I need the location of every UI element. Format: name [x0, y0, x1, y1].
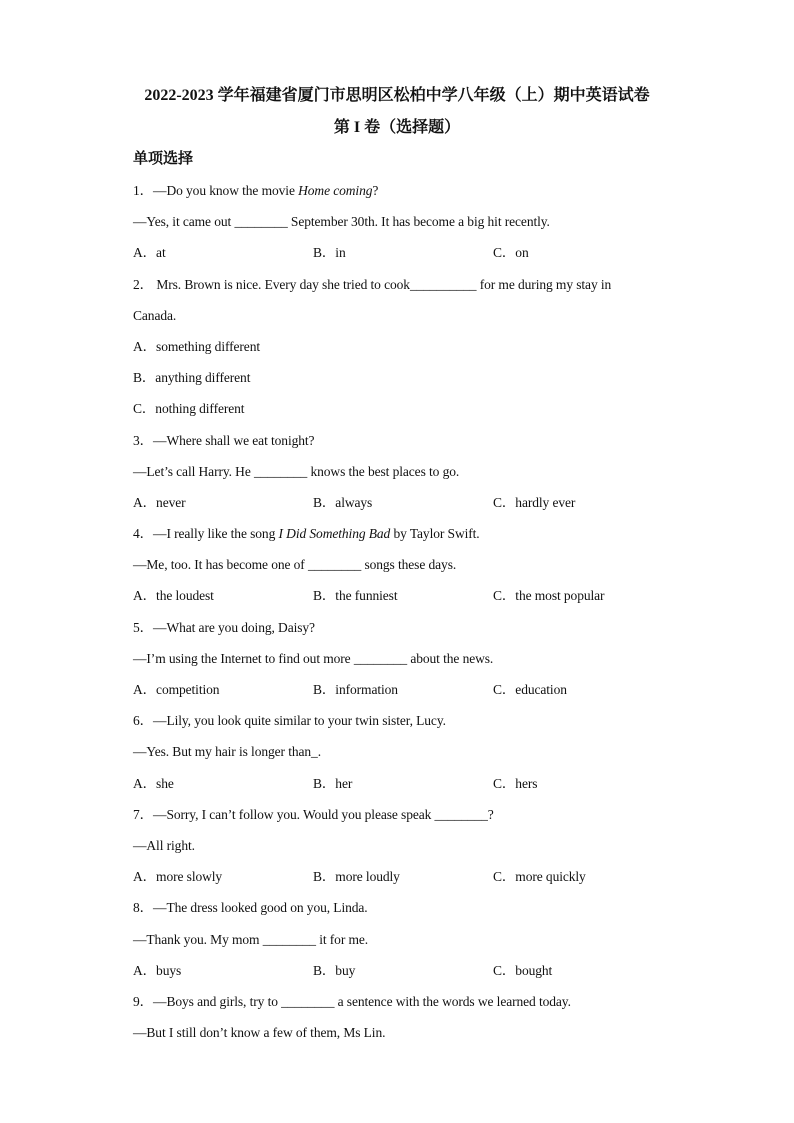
option-a: A．something different: [133, 338, 261, 354]
option-b: B．buy: [313, 962, 356, 978]
options-row: [133, 866, 673, 897]
question-1: [133, 180, 673, 274]
options-row: [133, 773, 673, 804]
italic-title: I Did Something Bad: [278, 526, 391, 542]
option-b: B．information: [313, 682, 398, 697]
question-text: —I’m using the Internet to find out more ________ about the news.: [133, 650, 494, 666]
section-heading: 单项选择: [133, 151, 194, 167]
option-a: A．buys: [133, 962, 182, 978]
option-a: A．never: [133, 494, 186, 510]
question-stem: [133, 991, 673, 1022]
question-text: —But I still don’t know a few of them, Ms Lin.: [133, 1025, 386, 1041]
question-dialogue-line: [133, 461, 673, 492]
question-stem: [133, 804, 673, 835]
question-2: [133, 274, 673, 430]
question-text: 3．—Where shall we eat tonight?: [133, 432, 315, 448]
option-c: C．more quickly: [493, 869, 586, 885]
option-a: A．the loudest: [133, 588, 214, 604]
question-stem: [133, 617, 673, 648]
option-c: C．nothing different: [133, 401, 245, 417]
options-row: [133, 960, 673, 991]
question-text: 2． Mrs. Brown is nice. Every day she tried to cook__________ for me during my stay in: [133, 276, 612, 292]
question-list: [133, 180, 673, 1053]
italic-title: Home coming: [298, 183, 373, 198]
options-row: [133, 585, 673, 616]
question-7: [133, 804, 673, 898]
options-row: [133, 242, 673, 273]
page-subtitle: 第 I 卷（选择题）: [333, 119, 461, 136]
option-c: C．education: [493, 682, 567, 697]
question-9: [133, 991, 673, 1053]
question-dialogue-line: [133, 929, 673, 960]
option-b: B．always: [313, 494, 373, 510]
question-text: 7．—Sorry, I can’t follow you. Would you please speak ________?: [133, 806, 494, 822]
option-a: A．competition: [133, 682, 220, 697]
question-dialogue-line: [133, 554, 673, 585]
question-text: 4．—I really like the song: [133, 526, 279, 542]
option-c: C．hardly ever: [493, 494, 576, 510]
option-b: B．in: [313, 245, 346, 261]
question-text: —All right.: [133, 837, 195, 853]
page-title: 2022-2023 学年福建省厦门市思明区松柏中学八年级（上）期中英语试卷: [144, 87, 650, 104]
question-text: 1．—Do you know the movie: [133, 183, 299, 198]
question-dialogue-line: [133, 305, 673, 336]
question-dialogue-line: [133, 648, 673, 679]
option-c: C．hers: [493, 775, 538, 791]
option-c: C．the most popular: [493, 588, 605, 604]
question-text: —Me, too. It has become one of ________ songs these days.: [133, 557, 457, 573]
question-6: [133, 710, 673, 804]
option-b: B．more loudly: [313, 869, 400, 885]
question-stem: [133, 523, 673, 554]
option-b: B．her: [313, 775, 353, 791]
option-b: B．the funniest: [313, 588, 398, 604]
question-text: —Thank you. My mom ________ it for me.: [133, 931, 369, 947]
option-a: A．at: [133, 245, 166, 261]
question-text: —Yes. But my hair is longer than_.: [133, 744, 321, 760]
question-stem: [133, 180, 673, 211]
question-stem: [133, 274, 673, 305]
question-text: 5．—What are you doing, Daisy?: [133, 619, 315, 635]
question-3: [133, 430, 673, 524]
option-b: B．anything different: [133, 370, 251, 386]
question-5: [133, 617, 673, 711]
question-dialogue-line: [133, 211, 673, 242]
option-a: A．more slowly: [133, 869, 223, 885]
question-text: —Let’s call Harry. He ________ knows the best places to go.: [133, 463, 460, 479]
question-text: 6．—Lily, you look quite similar to your twin sister, Lucy.: [133, 713, 446, 729]
options-row: [133, 492, 673, 523]
question-text: —Yes, it came out ________ September 30th. It has become a big hit recently.: [133, 214, 550, 230]
question-dialogue-line: [133, 835, 673, 866]
question-text: ?: [372, 183, 379, 198]
question-dialogue-line: [133, 741, 673, 772]
option-c: C．on: [493, 245, 529, 261]
question-dialogue-line: [133, 1022, 673, 1053]
question-4: [133, 523, 673, 617]
question-8: [133, 897, 673, 991]
option-c: C．bought: [493, 962, 553, 978]
options-row: [133, 679, 673, 710]
question-text: by Taylor Swift.: [390, 526, 480, 542]
question-stem: [133, 897, 673, 928]
question-text: 9．—Boys and girls, try to ________ a sentence with the words we learned today.: [133, 993, 571, 1009]
question-text: Canada.: [133, 307, 177, 323]
option-a: A．she: [133, 775, 174, 791]
question-text: 8．—The dress looked good on you, Linda.: [133, 900, 368, 916]
question-stem: [133, 710, 673, 741]
question-stem: [133, 430, 673, 461]
